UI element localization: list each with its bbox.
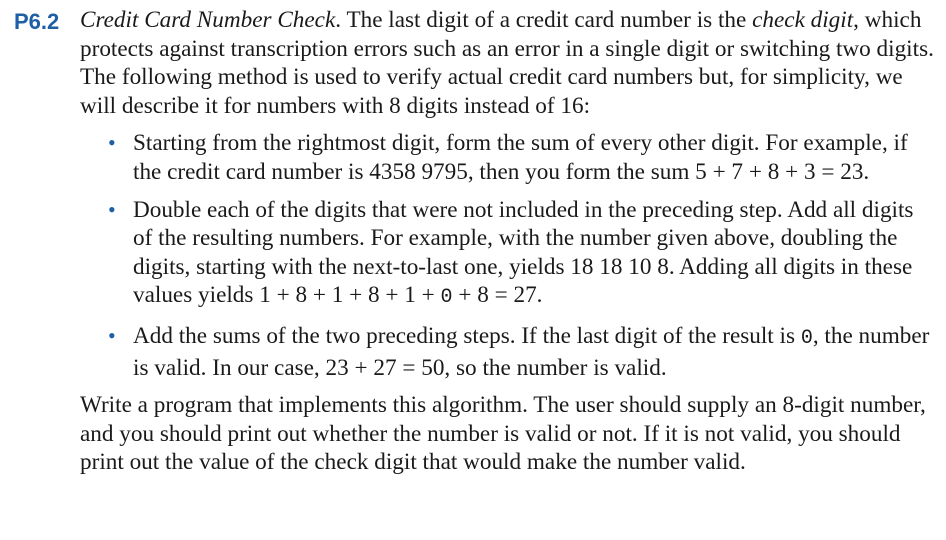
bullet-icon: • — [108, 322, 116, 348]
step-item-1 — [108, 129, 934, 186]
step-3-text-a: Add the sums of the two preceding steps. If the last digit of the result is — [133, 322, 801, 349]
exercise-p6-2 — [14, 6, 934, 477]
intro-emphasis: check digit — [752, 7, 854, 33]
closing-paragraph: Write a program that implements this algorithm. The user should supply an 8-digit number, and you should print out whether the number is valid or not. If it is not valid, you should print out the value of the check digit that would make the number valid. — [80, 392, 926, 476]
step-2-text-b: + 8 = 27. — [452, 282, 543, 309]
intro-text-1: . The last digit of a credit card number is the — [335, 7, 753, 33]
exercise-body — [80, 6, 934, 477]
step-2-text-a: Double each of the digits that were not included in the preceding step. Add all digits of the resulting numbers. For example, with the number given above, doubling the digits, starting with the next-to-last one, yields 18 18 10 8. Adding all digits in these values yields 1 + 8 + 1 + 8 + 1 + — [133, 196, 914, 309]
step-2-code: 0 — [440, 286, 453, 310]
intro-paragraph — [80, 6, 934, 120]
exercise-title: Credit Card Number Check — [80, 7, 336, 33]
exercise-label: P6.2 — [14, 9, 60, 34]
bullet-icon: • — [108, 130, 116, 156]
step-3-text-b: , the number is valid. In our case, 23 + 27 = 50, so the number is valid. — [133, 322, 930, 381]
step-1-text: Starting from the rightmost digit, form the sum of every other digit. For example, if the credit card number is 4358 9795, then you form the sum 5 + 7 + 8 + 3 = 23. — [133, 130, 908, 185]
step-item-2 — [108, 196, 934, 313]
steps-list — [80, 129, 934, 382]
bullet-icon: • — [108, 196, 116, 222]
intro-text-2: , which protects against transcription errors such as an error in a single digit or switching two digits. The following method is used to verify actual credit card numbers but, for simplicity, we will describe it for numbers with 8 digits instead of 16: — [80, 7, 934, 119]
step-item-3 — [108, 322, 934, 382]
step-3-code: 0 — [800, 326, 813, 350]
